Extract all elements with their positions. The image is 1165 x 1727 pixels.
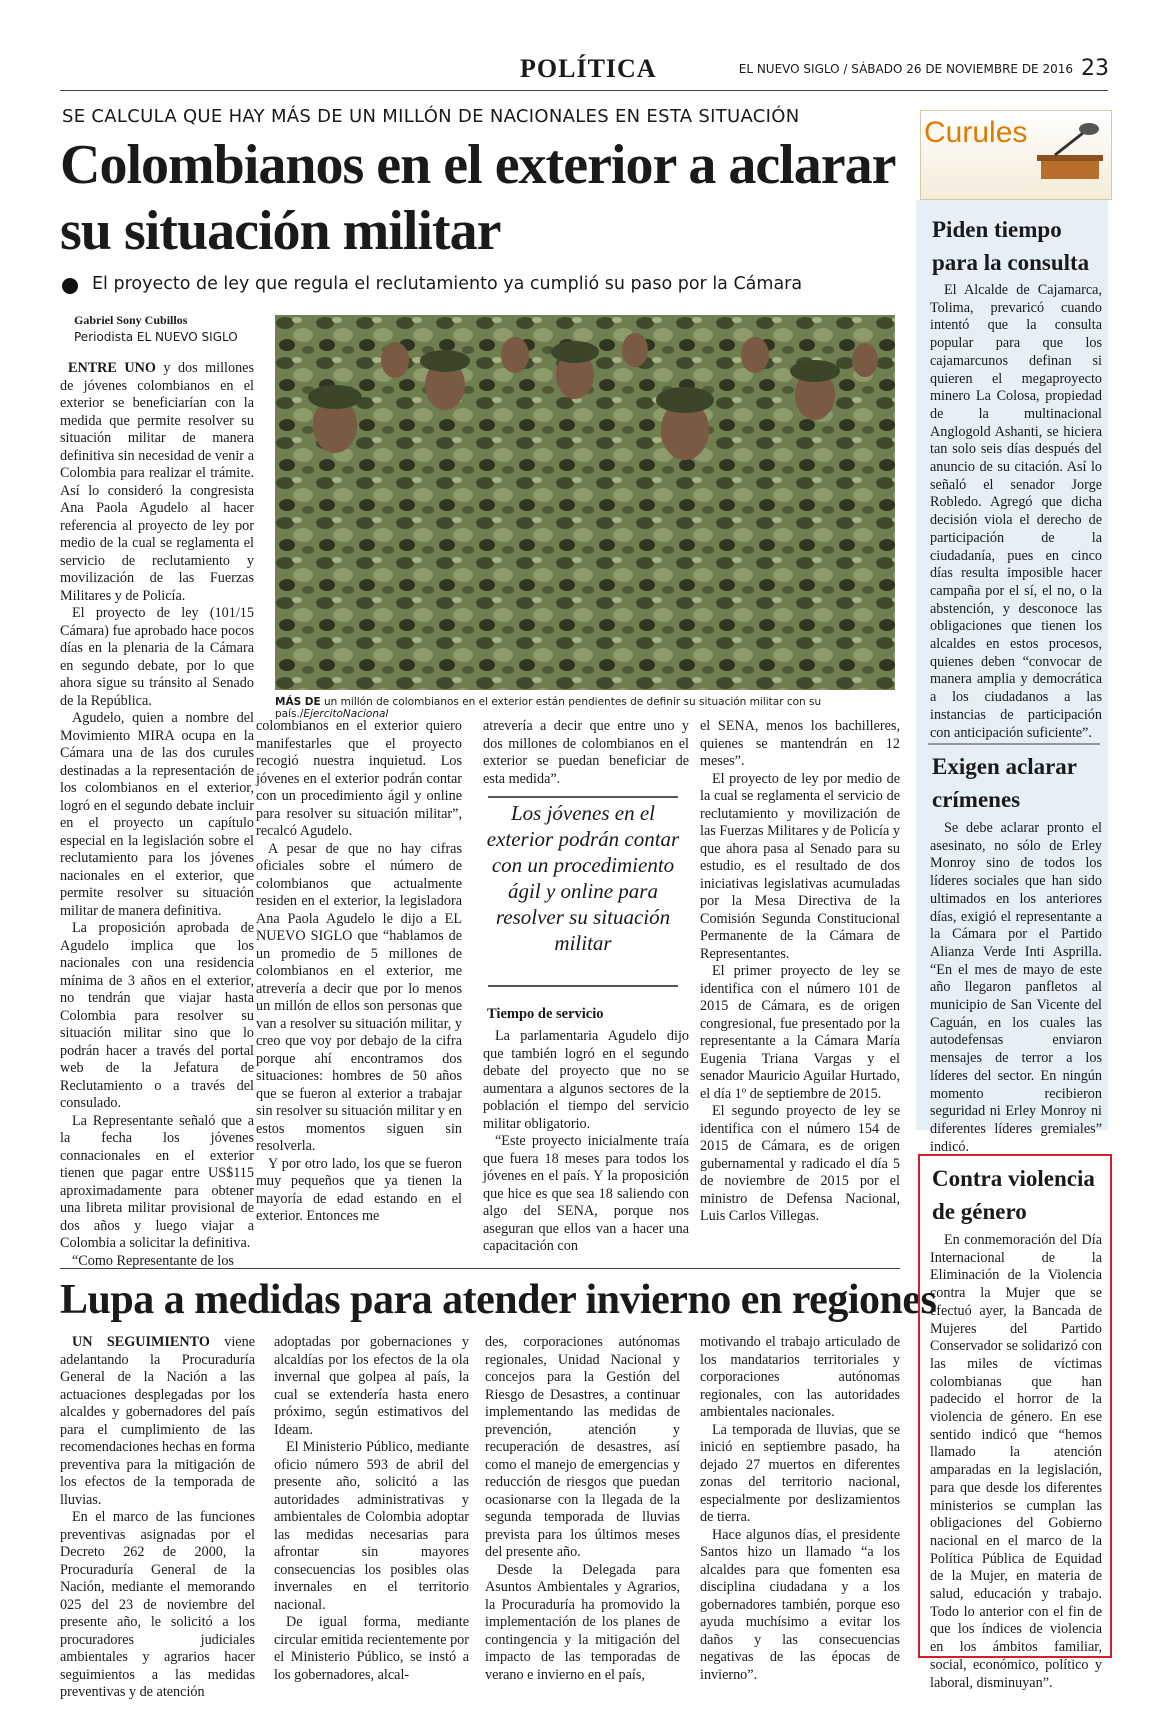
paragraph: Desde la Delegada para Asuntos Ambientales y Agrarios, la Procuraduría ha promovido la implementación de los planes de contingencia y la mitigación del impacto de las temporadas de verano e invierno en el país, bbox=[485, 1561, 680, 1683]
microphone-icon bbox=[1035, 119, 1105, 179]
paragraph: La temporada de lluvias, que se inició en septiembre pasado, ha dejado 27 muertos en diferentes zonas del territorio nacional, especialmente por deslizamientos de tierra. bbox=[700, 1421, 900, 1525]
paragraph: motivando el trabajo articulado de los mandatarios territoriales y corporaciones autónomas regionales, con las autoridades ambientales nacionales. bbox=[700, 1334, 900, 1420]
paragraph: “Este proyecto inicialmente traía que fuera 18 meses para todos los jóvenes en el país. Y la proposición que hice es que sea 18 saliendo con algo del SENA, porque nos aseguran que ellos van a hacer una capacitación con bbox=[483, 1133, 689, 1254]
paragraph: Agudelo, quien a nombre del Movimiento MIRA ocupa en la Cámara una de las dos curules destinadas a la representación de los colombianos en el exterior, logró en el segundo debate incluir en el proyecto un capítulo especial en la legislación sobre el reclutamiento para los jóvenes nacionales en el exterior, que permite resolver su situación militar de manera definitiva. bbox=[60, 710, 254, 919]
paragraph: El segundo proyecto de ley se identifica con el número 154 de 2015 de Cámara, es de origen gubernamental y radicado el día 5 de noviembre de 2015 por el ministro de Defensa Nacional, Luis Carlos Villegas. bbox=[700, 1103, 900, 1224]
story-divider bbox=[60, 1268, 900, 1269]
paragraph: La proposición aprobada de Agudelo implica que los nacionales con una residencia mínima de 3 años en el exterior, no tendrán que viajar hasta Colombia para resolver su situación militar sino que lo podrán hacer a través del portal web de la Jefatura de Reclutamiento o a través del consulado. bbox=[60, 920, 254, 1111]
pullquote-rule bbox=[488, 985, 678, 987]
photo-caption: MÁS DE un millón de colombianos en el exterior están pendientes de definir su situación militar con su país./EjercitoNacional bbox=[275, 696, 822, 720]
story-column-3 bbox=[483, 718, 689, 788]
story-kicker: SE CALCULA QUE HAY MÁS DE UN MILLÓN DE NACIONALES EN ESTA SITUACIÓN bbox=[62, 106, 800, 127]
paragraph: viene adelantando la Procuraduría General de la Nación a las actuaciones desplegadas por los alcaldes y gobernadores del país para el cumplimiento de las recomendaciones hechas en forma preventiva para la mitigación de los efectos de la temporada de lluvias. bbox=[60, 1334, 255, 1508]
story-column-3 bbox=[485, 1334, 680, 1684]
lead-in: UN SEGUIMIENTO bbox=[72, 1334, 210, 1350]
sidebar-heading: Piden tiempo para la consulta bbox=[932, 217, 1090, 275]
sidebar-text: En conmemoración del Día Internacional de la Eliminación de la Violencia contra la Mujer que se efectuó ayer, la Bancada de Mujeres del Partido Conservador se solidarizó con las miles de víctimas colombianas que han padecido el horror de la violencia de género. En ese sentido indicó que “hemos llamado la atención amparadas en la legislación, para que desde los diferentes ministerios se cumplan las obligaciones del Gobierno nacional en el marco de la Política Pública de Equidad de la Mujer, en materia de salud, educación y trabajo. Todo lo anterior con el fin de que los índices de violencia en los ámbitos familiar, social, económico, político y laboral, disminuyan”. bbox=[930, 1232, 1102, 1691]
paragraph: El Ministerio Público, mediante oficio número 593 de abril del presente año, solicitó a las autoridades administrativas y ambientales de Colombia adoptar las medidas necesarias para afrontar sin mayores consecuencias los posibles olas invernales en el territorio nacional. bbox=[274, 1439, 469, 1613]
sidebar-heading: Exigen aclarar crímenes bbox=[932, 754, 1077, 812]
story-column-2 bbox=[256, 718, 462, 1226]
paragraph: De igual forma, mediante circular emitida recientemente por el Ministerio Público, se instó a los gobernadores, alcal- bbox=[274, 1614, 469, 1683]
lead-in: ENTRE UNO bbox=[68, 360, 156, 376]
story-column-1 bbox=[60, 1334, 255, 1702]
story-headline: Lupa a medidas para atender invierno en regiones bbox=[60, 1277, 937, 1323]
paragraph: El proyecto de ley (101/15 Cámara) fue aprobado hace pocos días en la plenaria de la Cámara en segundo debate, por lo que ahora sigue su tránsito al Senado de la República. bbox=[60, 605, 254, 709]
story-headline: Colombianos en el exterior a aclarar su situación militar bbox=[60, 134, 895, 262]
header-rule bbox=[60, 90, 1108, 91]
paragraph: colombianos en el exterior quiero manifestarles que el proyecto recogió nuestra inquietud. Los jóvenes en el exterior podrán contar con un procedimiento ágil y online para resolver su situación militar”, recalcó Agudelo. bbox=[256, 718, 462, 839]
pullquote-rule bbox=[488, 796, 678, 798]
story-column-2 bbox=[274, 1334, 469, 1684]
paragraph: La Representante señaló que a la fecha los jóvenes connacionales en el exterior tienen que pagar entre US$115 aproximadamente para obtener una libreta militar provisional de dos años y luego viajar a Colombia a solicitar la definitiva. bbox=[60, 1112, 254, 1251]
paragraph: el SENA, menos los bachilleres, quienes se mantendrán en 12 meses”. bbox=[700, 718, 900, 769]
paragraph: atrevería a decir que entre uno y dos millones de colombianos en el exterior se puedan beneficiar de esta medida”. bbox=[483, 718, 689, 787]
bullet-icon bbox=[62, 278, 78, 294]
paragraph: La parlamentaria Agudelo dijo que también logró en el segundo debate del proyecto que no se aumentara a algunos sectores de la población el tiempo del servicio militar obligatorio. bbox=[483, 1028, 689, 1132]
masthead-date: EL NUEVO SIGLO / SÁBADO 26 DE NOVIEMBRE DE 2016 bbox=[738, 62, 1073, 76]
paragraph: des, corporaciones autónomas regionales, Unidad Nacional y concejos para la Gestión del Riesgo de Desastres, a continuar implementando las medidas de prevención, atención y recuperación de desastres, así como el manejo de emergencias y reducción de riesgos que puedan ocasionarse con la llegada de la segunda temporada de lluvias prevista para los últimos meses del presente año. bbox=[485, 1334, 680, 1560]
paragraph: adoptadas por gobernaciones y alcaldías por los efectos de la ola invernal que golpea al país, la cual se extendería hasta enero próximo, según estimativos del Ideam. bbox=[274, 1334, 469, 1438]
pullquote: Los jóvenes en el exterior podrán contar con un procedimiento ágil y online para resolver su situación militar bbox=[486, 801, 680, 955]
section-label: POLÍTICA bbox=[520, 54, 657, 83]
paragraph: El proyecto de ley por medio de la cual se reglamenta el servicio de reclutamiento y movilización de las Fuerzas Militares y de Policía y que ahora pasa al Senado para su estudio, es el resultado de dos iniciativas legislativas acumuladas por la Mesa Directiva de la Comisión Segunda Constitucional Permanente de la Cámara de Representantes. bbox=[700, 770, 900, 962]
page-number: 23 bbox=[1081, 56, 1109, 81]
paragraph: El primer proyecto de ley se identifica con el número 101 de 2015 de Cámara, es de origen congresional, fue presentado por la representante a la Cámara María Eugenia Triana Vargas y el senador Mauricio Aguilar Hurtado, el día 1º de septiembre de 2015. bbox=[700, 963, 900, 1102]
byline-role: Periodista EL NUEVO SIGLO bbox=[74, 330, 238, 344]
paragraph: “Como Representante de los bbox=[72, 1252, 234, 1269]
sidebar-text: El Alcalde de Cajamarca, Tolima, prevaricó cuando intentó que la consulta popular para que los cajamarcunos definan si quieren el megaproyecto minero La Colosa, propiedad de la multinacional Anglogold Ashanti, se hiciera tan solo seis días después del anuncio de su citación. Así lo señaló el senador Jorge Robledo. Agregó que dicha decisión viola el derecho de participación de la ciudadanía, pues en cinco días resulta imposible hacer campaña por el sí, el no, o la abstención, y desconoce las obligaciones que tienen los alcaldes en estos procesos, quienes deben “convocar de manera amplia y democrática a los ciudadanos a las instancias de participación con anticipación suficiente”. bbox=[930, 282, 1102, 741]
story-column-4 bbox=[700, 1334, 900, 1684]
byline-name: Gabriel Sony Cubillos bbox=[74, 313, 188, 327]
story-subhead: El proyecto de ley que regula el reclutamiento ya cumplió su paso por la Cámara bbox=[92, 274, 803, 294]
paragraph: En el marco de las funciones preventivas asignadas por el Decreto 262 de 2000, la Procuraduría General de la Nación, mediante el memorando 025 del 23 de noviembre del presente año, le solicitó a los procuradores judiciales ambientales y agrarios hacer seguimientos a las medidas preventivas y de atención bbox=[60, 1509, 255, 1700]
section-subhead: Tiempo de servicio bbox=[487, 1006, 604, 1022]
sidebar-heading: Contra violencia de género bbox=[932, 1166, 1095, 1224]
paragraph: Y por otro lado, los que se fueron muy pequeños que ya tienen la mayoría de edad estando en el exterior. Entonces me bbox=[256, 1155, 462, 1224]
story-column-4 bbox=[700, 718, 900, 1226]
story-column-3-continued bbox=[483, 1028, 689, 1256]
paragraph: A pesar de que no hay cifras oficiales sobre el número de colombianos que actualmente residen en el exterior, la legisladora Ana Paola Agudelo le dijo a EL NUEVO SIGLO que “hablamos de un promedio de 5 millones de colombianos en el exterior, me atrevería a decir que por lo menos un millón de ellos son personas que van a resolver su situación militar, y creo que voy por debajo de la cifra porque ahí encontramos dos situaciones: hombres de 50 años que se fueron al exterior a trabajar sin resolver su situación militar y en estos momentos siguen sin resolverla. bbox=[256, 840, 462, 1154]
paragraph: Hace algunos días, el presidente Santos hizo un llamado “a los alcaldes para que fomenten esa disciplina ciudadana y a los gobernadores también, porque eso ayuda muchísimo a evitar los daños y las consecuencias negativas de las épocas de invierno”. bbox=[700, 1526, 900, 1683]
paragraph: y dos millones de jóvenes colombianos en el exterior se beneficiarían con la medida que permite resolver su situación militar de manera definitiva sin necesidad de venir a Colombia para realizar el trámite. Así lo consideró la congresista Ana Paola Agudelo al hacer referencia al proyecto de ley por medio de la cual se reglamenta el servicio de reclutamiento y movilización de las Fuerzas Militares y de Policía. bbox=[60, 360, 254, 604]
story-column-1 bbox=[60, 360, 254, 1270]
soldiers-photo bbox=[275, 315, 895, 690]
sidebar-divider bbox=[928, 743, 1100, 745]
sidebar-text: Se debe aclarar pronto el asesinato, no sólo de Erley Monroy sino de todos los líderes sociales que han sido ultimados en los anteriores días, exigió el representante a la Cámara por el Partido Alianza Verde Inti Asprilla. “En el mes de mayo de este año llegaron panfletos al municipio de San Vicente del Caguán, en los cuales las autodefensas enviaron mensajes de terror a los líderes del sector. En ningún momento recibieron seguridad ni Erley Monroy ni diferentes líderes gremiales” indicó. bbox=[930, 820, 1102, 1155]
sidebar-title: Curules bbox=[924, 116, 1028, 149]
